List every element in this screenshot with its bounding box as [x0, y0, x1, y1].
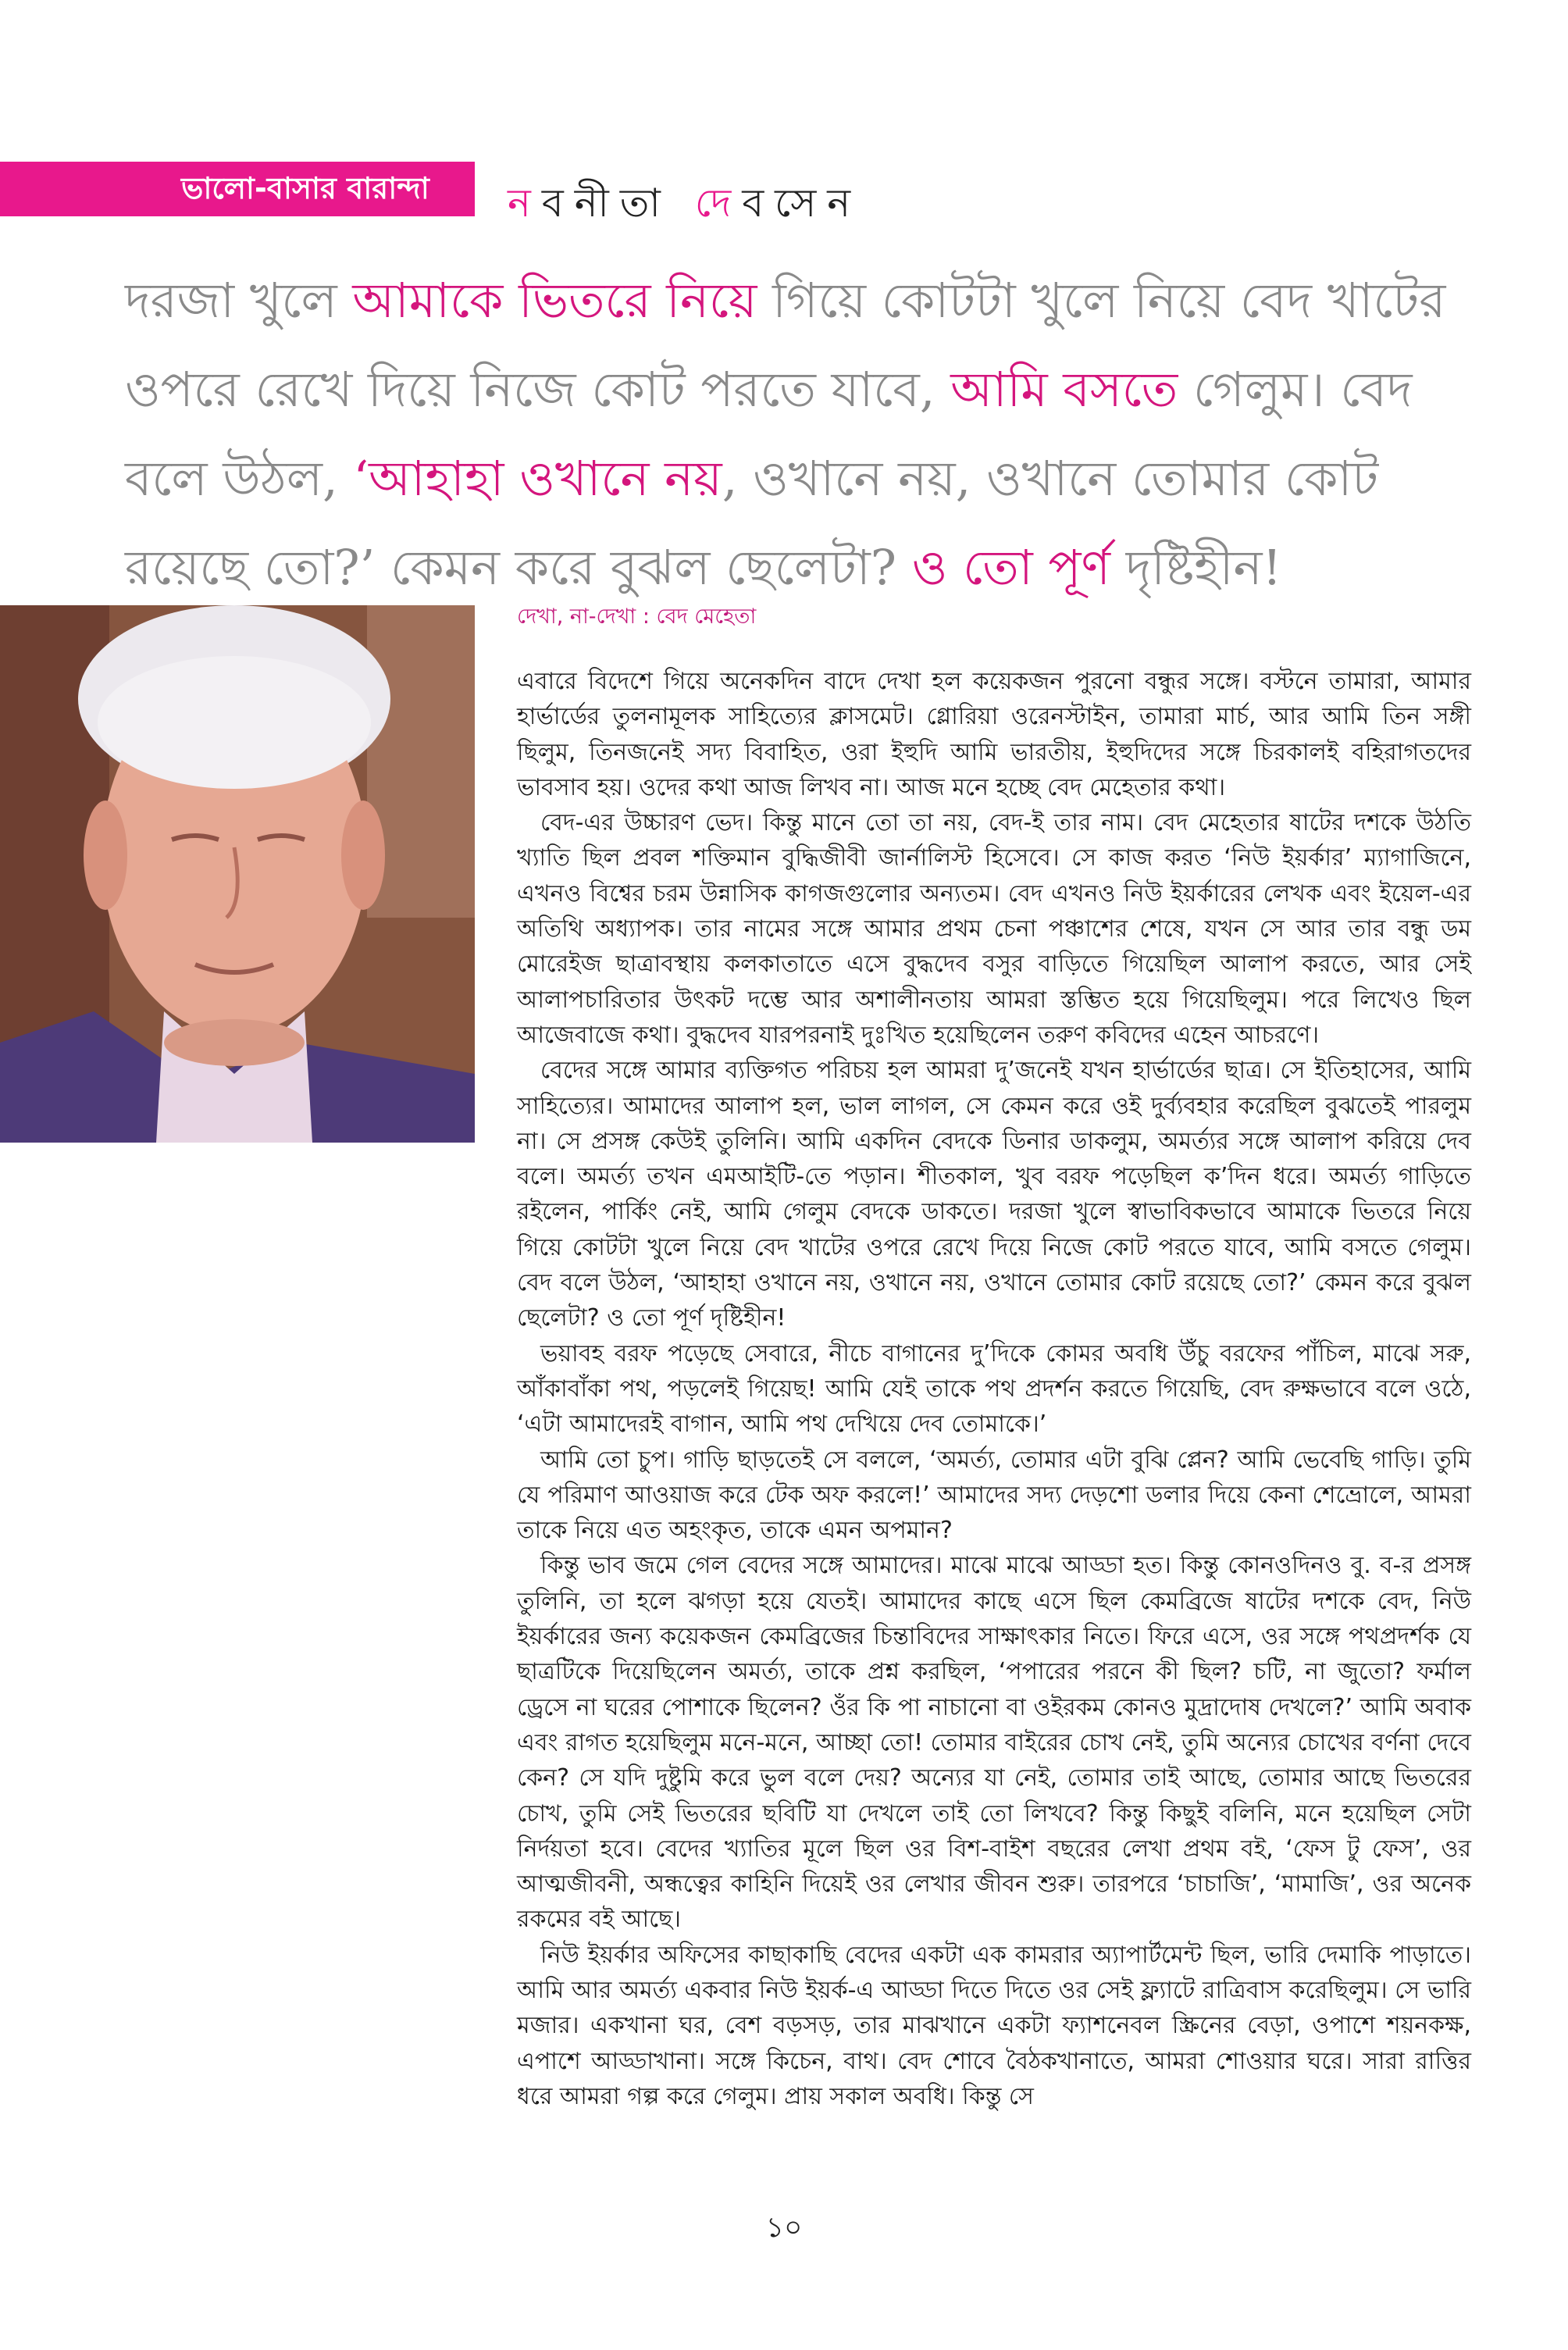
article-paragraph: ভয়াবহ বরফ পড়েছে সেবারে, নীচে বাগানের দু’দিকে কোমর অবধি উঁচু বরফের পাঁচিল, মাঝে সরু, আঁকাবাঁকা পথ, পড়লেই গিয়েছ! আমি যেই তাকে পথ প্রদর্শন করতে গিয়েছি, বেদ রুক্ষভাবে বলে ওঠে, ‘এটা আমাদেরই বাগান, আমি পথ দেখিয়ে দেব তোমাকে।’ [517, 1339, 1471, 1439]
article-paragraph: বেদের সঙ্গে আমার ব্যক্তিগত পরিচয় হল আমরা দু’জনেই যখন হার্ভার্ডের ছাত্র। সে ইতিহাসের, আমি সাহিত্যের। আমাদের আলাপ হল, ভাল লাগল, সে কেমন করে ওই দুর্ব্যবহার করেছিল বুঝতেই পারলুম না। সে প্রসঙ্গ কেউই তুলিনি। আমি একদিন বেদকে ডিনার ডাকলুম, অমর্ত্যর সঙ্গে আলাপ করিয়ে দেব বলে। অমর্ত্য তখন এমআইটি-তে পড়ান। শীতকাল, খুব বরফ পড়েছিল ক’দিন ধরে। অমর্ত্য গাড়িতে রইলেন, পার্কিং নেই, আমি গেলুম বেদকে ডাকতে। দরজা খুলে স্বাভাবিকভাবে আমাকে ভিতরে নিয়ে গিয়ে কোটটা খুলে নিয়ে বেদ খাটের ওপরে রেখে দিয়ে নিজে কোট পরতে যাবে, আমি বসতে গেলুম। বেদ বলে উঠল, ‘আহাহা ওখানে নয়, ওখানে নয়, ওখানে তোমার কোট রয়েছে তো?’ কেমন করে বুঝল ছেলেটা? ও তো পূর্ণ দৃষ্টিহীন! [517, 1057, 1471, 1332]
article-paragraph: বেদ-এর উচ্চারণ ভেদ। কিন্তু মানে তো তা নয়, বেদ-ই তার নাম। বেদ মেহেতার ষাটের দশকে উঠতি খ্যাতি ছিল প্রবল শক্তিমান বুদ্ধিজীবী জার্নালিস্ট হিসেবে। সে কাজ করত ‘নিউ ইয়র্কার’ ম্যাগাজিনে, এখনও বিশ্বের চরম উন্নাসিক কাগজগুলোর অন্যতম। বেদ এখনও নিউ ইয়র্কারের লেখক এবং ইয়েল-এর অতিথি অধ্যাপক। তার নামের সঙ্গে আমার প্রথম চেনা পঞ্চাশের শেষে, যখন সে আর তার বন্ধু ডম মোরেইজ ছাত্রাবস্থায় কলকাতাতে এসে বুদ্ধদেব বসুর বাড়িতে গিয়েছিল আলাপ করতে, আর সেই আলাপচারিতার উৎকট দম্ভে আর অশালীনতায় আমরা স্তম্ভিত হয়ে গিয়েছিলুম। পরে লিখেও ছিল আজেবাজে কথা। বুদ্ধদেব যারপরনাই দুঃখিত হয়েছিলেন তরুণ কবিদের এহেন আচরণে। [517, 809, 1471, 1049]
pull-quote-highlight: আমি বসতে [950, 361, 1178, 418]
pull-quote-text: গেলুম। বেদ বলে উঠল, [125, 361, 1413, 507]
author-first-name: বনীতা [541, 180, 672, 226]
article-paragraph: এবারে বিদেশে গিয়ে অনেকদিন বাদে দেখা হল কয়েকজন পুরনো বন্ধুর সঙ্গে। বস্টনে তামারা, আমার হার্ভার্ডের তুলনামূলক সাহিত্যের ক্লাসমেট। গ্লোরিয়া ওরেনস্টাইন, তামারা মার্চ, আর আমি তিন সঙ্গী ছিলুম, তিনজনেই সদ্য বিবাহিত, ওরা ইহুদি আমি ভারতীয়, ইহুদিদের সঙ্গে চিরকালই বহিরাগতদের ভাবসাব হয়। ওদের কথা আজ লিখব না। আজ মনে হচ্ছে বেদ মেহেতার কথা। [517, 668, 1471, 801]
article-credit: দেখা, না-দেখা : বেদ মেহেতা [517, 604, 757, 629]
author-last-name: বসেন [742, 180, 862, 226]
author-first-initial: ন [508, 180, 542, 226]
article-paragraph: নিউ ইয়র্কার অফিসের কাছাকাছি বেদের একটা এক কামরার অ্যাপার্টমেন্ট ছিল, ভারি দেমাকি পাড়াতে। আমি আর অমর্ত্য একবার নিউ ইয়র্ক-এ আড্ডা দিতে দিতে ওর সেই ফ্ল্যাটে রাত্রিবাস করেছিলুম। সে ভারি মজার। একখানা ঘর, বেশ বড়সড়, তার মাঝখানে একটা ফ্যাশনেবল স্ক্রিনের বেড়া, ওপাশে শয়নকক্ষ, এপাশে আড্ডাখানা। সঙ্গে কিচেন, বাথ। বেদ শোবে বৈঠকখানাতে, আমরা শোওয়ার ঘরে। সারা রাত্তির ধরে আমরা গল্প করে গেলুম। প্রায় সকাল অবধি। কিন্তু সে [517, 1941, 1471, 2110]
pull-quote-text: গিয়ে কোটটা খুলে নিয়ে বেদ খাটের ওপরে রেখে দিয়ে নিজে কোট পরতে যাবে, [125, 272, 1446, 418]
author-last-initial: দে [694, 180, 743, 226]
article-paragraph: আমি তো চুপ। গাড়ি ছাড়তেই সে বললে, ‘অমর্ত্য, তোমার এটা বুঝি প্লেন? আমি ভেবেছি গাড়ি। তুমি যে পরিমাণ আওয়াজ করে টেক অফ করলে!’ আমাদের সদ্য দেড়শো ডলার দিয়ে কেনা শেভ্রোলে, আমরা তাকে নিয়ে এত অহংকৃত, তাকে এমন অপমান? [517, 1446, 1471, 1545]
page-number: ১০ [765, 2212, 803, 2244]
pull-quote-highlight: আমাকে ভিতরে নিয়ে [352, 272, 757, 329]
pull-quote-highlight: ও তো পূর্ণ [911, 539, 1110, 596]
pull-quote-highlight: ‘আহাহা ওখানে নয় [353, 450, 722, 507]
article-body [517, 664, 1471, 2226]
pull-quote-text: , ওখানে নয়, ওখানে তোমার কোট রয়েছে তো?’ কেমন করে বুঝল ছেলেটা? [125, 450, 1379, 596]
pull-quote [125, 256, 1468, 612]
pull-quote-text: দৃষ্টিহীন! [1110, 539, 1282, 596]
pull-quote-text: দরজা খুলে [125, 272, 353, 329]
author-name [508, 180, 861, 226]
section-tag: ভালো-বাসার বারান্দা [181, 171, 429, 205]
article-paragraph: কিন্তু ভাব জমে গেল বেদের সঙ্গে আমাদের। মাঝে মাঝে আড্ডা হত। কিন্তু কোনওদিনও বু. ব-র প্রসঙ্গ তুলিনি, তা হলে ঝগড়া হয়ে যেতই। আমাদের কাছে এসে ছিল কেমব্রিজে ষাটের দশকে বেদ, নিউ ইয়র্কারের জন্য কয়েকজন কেমব্রিজের চিন্তাবিদের সাক্ষাৎকার নিতে। ফিরে এসে, ওর সঙ্গে পথপ্রদর্শক যে ছাত্রটিকে দিয়েছিলেন অমর্ত্য, তাকে প্রশ্ন করছিল, ‘পপারের পরনে কী ছিল? চটি, না জুতো? ফর্মাল ড্রেসে না ঘরের পোশাকে ছিলেন? ওঁর কি পা নাচানো বা ওইরকম কোনও মুদ্রাদোষ দেখলে?’ আমি অবাক এবং রাগত হয়েছিলুম মনে-মনে, আচ্ছা তো! তোমার বাইরের চোখ নেই, তুমি অন্যের চোখের বর্ণনা দেবে কেন? সে যদি দুষ্টুমি করে ভুল বলে দেয়? অন্যের যা নেই, তোমার তাই আছে, তোমার আছে ভিতরের চোখ, তুমি সেই ভিতরের ছবিটি যা দেখলে তাই তো লিখবে? কিন্তু কিছুই বলিনি, মনে হয়েছিল সেটা নির্দয়তা হবে। বেদের খ্যাতির মূলে ছিল ওর বিশ-বাইশ বছরের লেখা প্রথম বই, ‘ফেস টু ফেস’, ওর আত্মজীবনী, অন্ধত্বের কাহিনি দিয়েই ওর লেখার জীবন শুরু। তারপরে ‘চাচাজি’, ‘মামাজি’, ওর অনেক রকমের বই আছে। [517, 1552, 1471, 1934]
portrait-photo [0, 605, 475, 1143]
portrait-illustration [0, 605, 475, 1143]
